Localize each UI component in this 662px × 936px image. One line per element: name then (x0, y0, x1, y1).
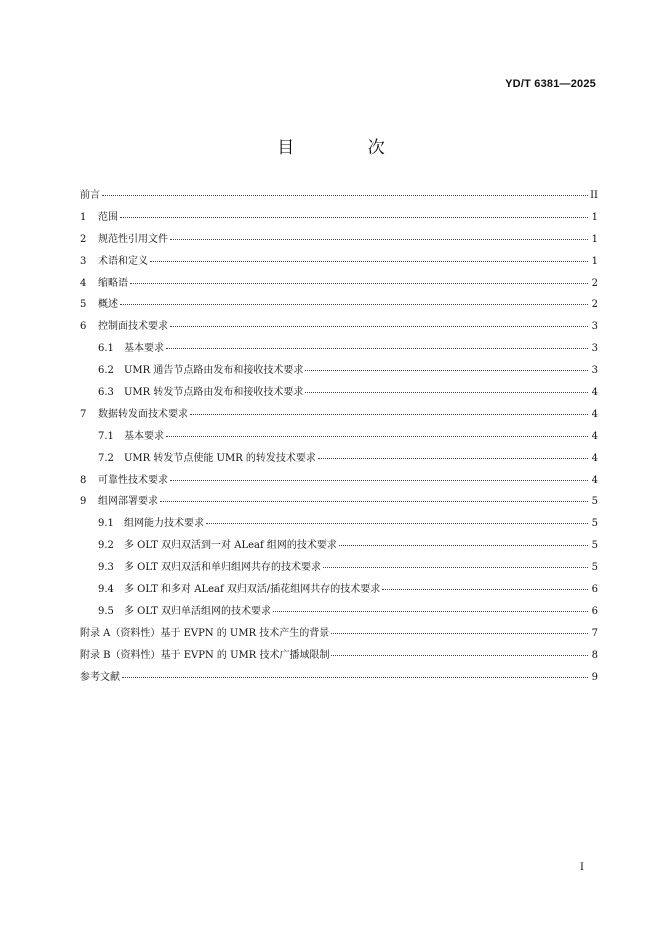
toc-entry-label: 多 OLT 和多对 ALeaf 双归双活/插花组网共存的技术要求 (124, 584, 381, 596)
toc-entry[interactable] (80, 427, 598, 449)
toc-entry-page: II (590, 190, 598, 201)
toc-entry[interactable] (80, 361, 598, 383)
toc-entry-page: 8 (591, 649, 598, 661)
toc-entry-number: 3 (80, 255, 87, 267)
toc-entry-number: 4 (80, 277, 87, 289)
toc-entry-page: 1 (591, 255, 598, 267)
toc-entry-page: 1 (591, 211, 598, 223)
toc-dot-leader (305, 370, 588, 371)
toc-dot-leader (318, 458, 588, 459)
toc-entry-page: 1 (591, 233, 598, 245)
toc-entry-label: 参考文献 (80, 671, 120, 683)
toc-entry-page: 4 (591, 474, 598, 486)
toc-entry-label: 缩略语 (98, 277, 128, 289)
toc-entry-label: 多 OLT 双归双活到一对 ALeaf 组网的技术要求 (124, 540, 337, 552)
toc-entry-page: 2 (591, 277, 598, 289)
toc-entry-label: 范围 (98, 211, 118, 223)
toc-dot-leader (331, 633, 588, 634)
toc-dot-leader (206, 523, 588, 524)
toc-entry[interactable] (80, 449, 598, 471)
toc-entry[interactable] (80, 208, 598, 230)
toc-entry-label: UMR 转发节点使能 UMR 的转发技术要求 (124, 452, 316, 464)
toc-entry[interactable] (80, 274, 598, 296)
toc-entry-number: 6.1 (98, 343, 114, 355)
toc-dot-leader (323, 567, 588, 568)
toc-entry[interactable] (80, 405, 598, 427)
toc-entry-page: 3 (591, 365, 598, 377)
toc-entry-number: 9 (80, 496, 87, 508)
toc-entry-number: 5 (80, 299, 87, 311)
toc-entry-number: 9.1 (98, 518, 114, 530)
toc-dot-leader (273, 611, 588, 612)
toc-entry[interactable] (80, 668, 598, 690)
toc-dot-leader (166, 436, 588, 437)
toc-entry-label: 数据转发面技术要求 (98, 408, 188, 420)
toc-entry[interactable] (80, 295, 598, 317)
toc-entry-number: 9.4 (98, 584, 114, 596)
toc-entry-label: 规范性引用文件 (98, 233, 168, 245)
toc-dot-leader (170, 480, 588, 481)
toc-entry-number: 7.2 (98, 452, 114, 464)
toc-entry-number: 8 (80, 474, 87, 486)
toc-entry-page: 7 (591, 627, 598, 639)
toc-entry-label: 术语和定义 (98, 255, 148, 267)
toc-entry[interactable] (80, 536, 598, 558)
toc-entry-page: 3 (591, 343, 598, 355)
toc-dot-leader (166, 348, 588, 349)
toc-entry-page: 3 (591, 321, 598, 333)
toc-entry-label: 控制面技术要求 (98, 321, 168, 333)
toc-dot-leader (331, 655, 588, 656)
toc-entry-page: 6 (591, 584, 598, 596)
toc-entry-number: 2 (80, 233, 87, 245)
toc-entry-label: UMR 通告节点路由发布和接收技术要求 (124, 365, 304, 377)
toc-entry[interactable] (80, 624, 598, 646)
toc-entry[interactable] (80, 602, 598, 624)
toc-entry[interactable] (80, 492, 598, 514)
toc-entry-number: 6.3 (98, 387, 114, 399)
toc-entry-page: 5 (591, 496, 598, 508)
toc-entry[interactable] (80, 514, 598, 536)
toc-entry-label: 多 OLT 双归双活和单归组网共存的技术要求 (124, 562, 322, 574)
toc-entry-page: 9 (591, 671, 598, 683)
toc-dot-leader (120, 304, 588, 305)
toc-entry-page: 2 (591, 299, 598, 311)
toc-entry-label: 附录 B（资料性）基于 EVPN 的 UMR 技术广播域限制 (80, 649, 330, 661)
toc-entry-page: 4 (591, 430, 598, 442)
toc-dot-leader (382, 589, 588, 590)
toc-entry-number: 1 (80, 211, 87, 223)
toc-entry[interactable] (80, 317, 598, 339)
toc-entry-label: 前言 (80, 190, 100, 201)
toc-entry-number: 7 (80, 408, 87, 420)
toc-dot-leader (339, 545, 588, 546)
toc-dot-leader (122, 677, 588, 678)
toc-dot-leader (305, 392, 588, 393)
toc-entry[interactable] (80, 252, 598, 274)
toc-entry-label: 组网能力技术要求 (124, 518, 204, 530)
toc-entry-page: 5 (591, 540, 598, 552)
toc-entry-label: 组网部署要求 (98, 496, 158, 508)
toc-entry-number: 9.5 (98, 605, 114, 617)
toc-entry[interactable] (80, 646, 598, 668)
table-of-contents (80, 186, 598, 689)
footer-page-number: I (580, 862, 584, 873)
toc-dot-leader (102, 195, 588, 196)
toc-entry-number: 6 (80, 321, 87, 333)
toc-entry-number: 7.1 (98, 430, 114, 442)
toc-entry-page: 4 (591, 452, 598, 464)
toc-entry[interactable] (80, 580, 598, 602)
toc-entry-number: 9.2 (98, 540, 114, 552)
toc-entry-page: 6 (591, 605, 598, 617)
toc-entry[interactable] (80, 471, 598, 493)
toc-entry[interactable] (80, 339, 598, 361)
toc-dot-leader (170, 239, 588, 240)
toc-entry-label: 基本要求 (124, 343, 164, 355)
toc-entry-page: 4 (591, 408, 598, 420)
toc-dot-leader (190, 414, 588, 415)
toc-entry-label: 概述 (98, 299, 118, 311)
document-id: YD/T 6381—2025 (505, 78, 596, 90)
toc-entry[interactable] (80, 383, 598, 405)
toc-entry-page: 5 (591, 518, 598, 530)
toc-dot-leader (130, 283, 588, 284)
page-title: 目 次 (277, 138, 419, 158)
toc-entry-number: 9.3 (98, 562, 114, 574)
toc-entry-label: 可靠性技术要求 (98, 474, 168, 486)
toc-entry[interactable] (80, 186, 598, 208)
toc-entry-page: 4 (591, 387, 598, 399)
toc-entry[interactable] (80, 558, 598, 580)
toc-entry-label: 附录 A（资料性）基于 EVPN 的 UMR 技术产生的背景 (80, 627, 330, 639)
toc-dot-leader (150, 261, 588, 262)
toc-entry-number: 6.2 (98, 365, 114, 377)
toc-dot-leader (170, 326, 588, 327)
toc-entry[interactable] (80, 230, 598, 252)
toc-entry-label: UMR 转发节点路由发布和接收技术要求 (124, 387, 304, 399)
toc-dot-leader (160, 501, 588, 502)
toc-entry-page: 5 (591, 562, 598, 574)
toc-dot-leader (120, 217, 588, 218)
toc-entry-label: 基本要求 (124, 430, 164, 442)
toc-entry-label: 多 OLT 双归单活组网的技术要求 (124, 605, 272, 617)
